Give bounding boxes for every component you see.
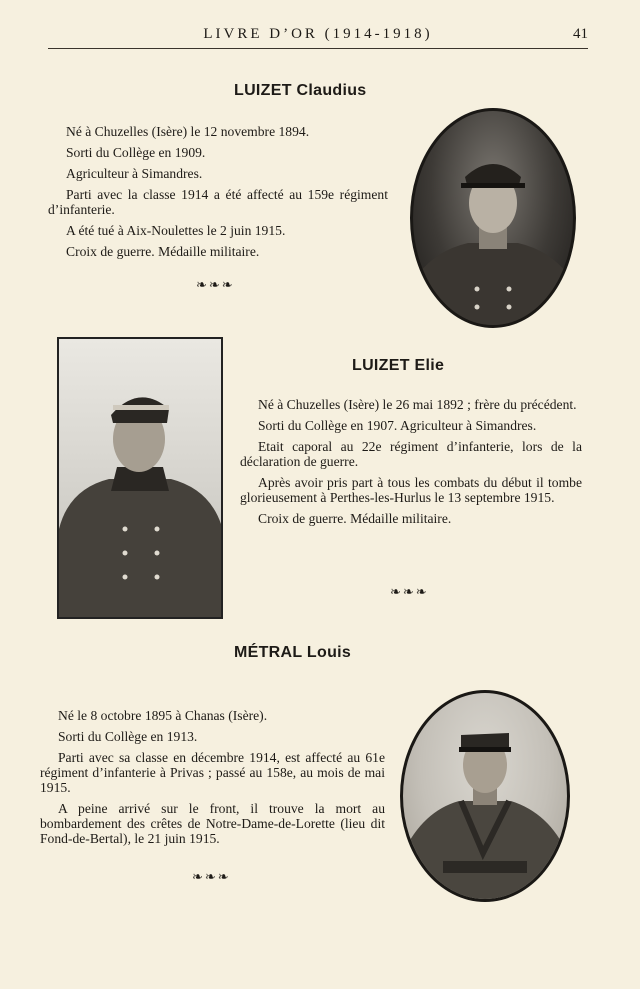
entry-last-name: MÉTRAL <box>234 644 303 661</box>
paragraph: Sorti du Collège en 1907. Agriculteur à Simandres. <box>258 418 537 433</box>
paragraph: Après avoir pris part à tous les combats du début il tombe glorieusement à Perthes-les-Hurlus le 13 septembre 1915. <box>240 475 582 505</box>
entry-first-name: Louis <box>306 644 352 661</box>
portrait-silhouette <box>403 693 567 899</box>
entry-first-name: Elie <box>414 357 445 374</box>
paragraph: Sorti du Collège en 1913. <box>58 729 198 744</box>
paragraph: Agriculteur à Simandres. <box>66 166 203 181</box>
entry-first-name: Claudius <box>296 82 367 99</box>
entry-name-luizet-claudius <box>234 82 367 100</box>
entry-name-luizet-elie <box>352 357 444 375</box>
paragraph: Né à Chuzelles (Isère) le 26 mai 1892 ; frère du précédent. <box>258 397 577 412</box>
running-header <box>48 26 588 49</box>
paragraph: Né à Chuzelles (Isère) le 12 novembre 1894. <box>66 124 310 139</box>
paragraph: A peine arrivé sur le front, il trouve la mort au bombardement des crêtes de Notre-Dame-de-Lorette (lieu dit Fond-de-Bertal), le 21 juin 1915. <box>40 801 385 846</box>
book-title: LIVRE D’OR (1914-1918) <box>203 26 433 42</box>
page-number: 41 <box>573 26 588 42</box>
entry-text-luizet-elie <box>240 397 582 532</box>
ornament-divider: ❧❧❧ <box>192 870 231 885</box>
portrait-photo-luizet-elie <box>57 337 223 619</box>
portrait-photo-luizet-claudius <box>410 108 576 328</box>
ornament-divider: ❧❧❧ <box>390 585 429 600</box>
paragraph: Né le 8 octobre 1895 à Chanas (Isère). <box>58 708 268 723</box>
paragraph: Sorti du Collège en 1909. <box>66 145 206 160</box>
paragraph: Croix de guerre. Médaille militaire. <box>258 511 452 526</box>
portrait-silhouette <box>59 339 221 617</box>
portrait-silhouette <box>413 111 573 325</box>
entry-name-metral-louis <box>234 644 351 662</box>
paragraph: Parti avec la classe 1914 a été affecté au 159e régiment d’infanterie. <box>48 187 388 217</box>
entry-last-name: LUIZET <box>234 82 292 99</box>
paragraph: A été tué à Aix-Noulettes le 2 juin 1915. <box>66 223 286 238</box>
portrait-photo-metral-louis <box>400 690 570 902</box>
paragraph: Etait caporal au 22e régiment d’infanterie, lors de la déclaration de guerre. <box>240 439 582 469</box>
entry-text-luizet-claudius <box>48 124 388 265</box>
entry-last-name: LUIZET <box>352 357 410 374</box>
ornament-divider: ❧❧❧ <box>196 278 235 293</box>
paragraph: Croix de guerre. Médaille militaire. <box>66 244 260 259</box>
entry-text-metral-louis <box>40 708 385 852</box>
paragraph: Parti avec sa classe en décembre 1914, est affecté au 61e régiment d’infanterie à Privas ; passé au 158e, au mois de mai 1915. <box>40 750 385 795</box>
